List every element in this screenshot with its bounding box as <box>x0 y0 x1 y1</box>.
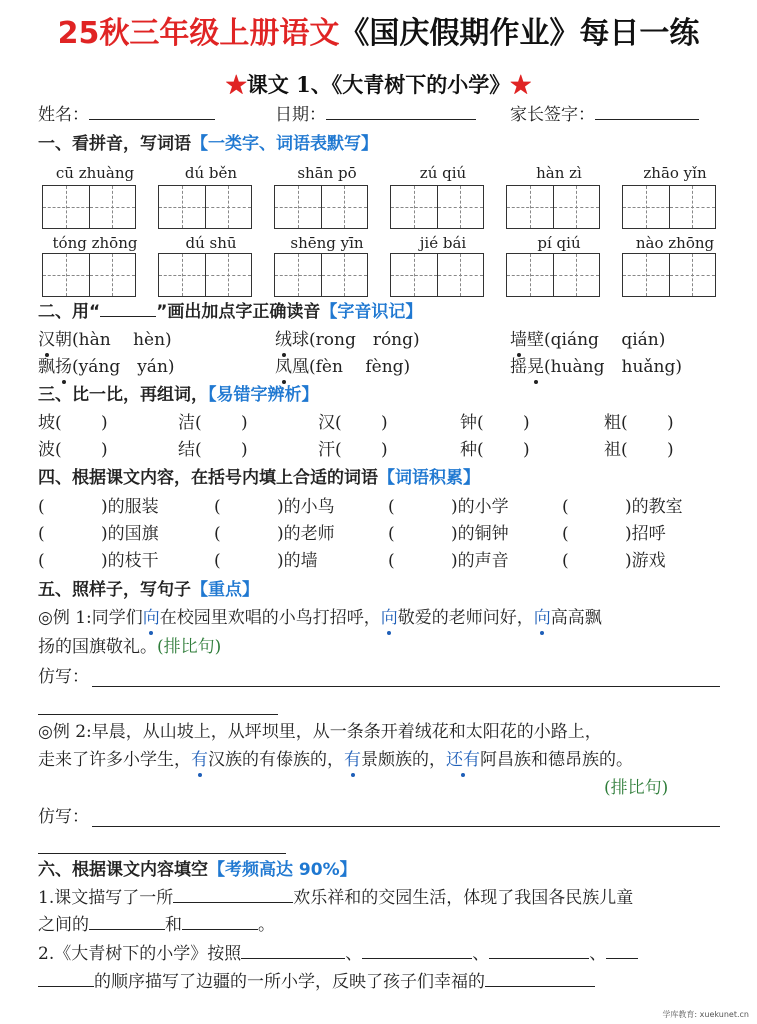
pinyin-label: cū zhuàng <box>55 164 135 182</box>
pinyin-label: hàn zì <box>536 164 582 182</box>
fill-item: ( )的服装 <box>38 497 159 517</box>
section6-heading: 六、根据课文内容填空【考频高达 90%】 <box>38 860 357 880</box>
q2-blank[interactable] <box>606 942 638 959</box>
pinyin-label: dú běn <box>184 164 238 182</box>
pinyin-label: zú qiú <box>419 164 467 182</box>
q1-blank[interactable] <box>89 913 165 930</box>
writing-grid[interactable] <box>42 253 136 297</box>
pinyin-label: zhāo yǐn <box>643 164 707 182</box>
pinyin-label: pí qiú <box>537 234 581 252</box>
section2-tag: 【字音识记】 <box>320 302 423 322</box>
q1-blank[interactable] <box>182 913 258 930</box>
writing-grid[interactable] <box>506 253 600 297</box>
writing-grid[interactable] <box>158 185 252 229</box>
section4-heading: 四、根据课文内容，在括号内填上合适的词语【词语积累】 <box>38 468 480 488</box>
pinyin-label: dú shū <box>185 234 237 252</box>
sign-field <box>510 103 699 127</box>
compare-item: 汗( ) <box>318 440 388 460</box>
fill-item: ( )的国旗 <box>38 524 159 544</box>
section1-heading: 一、看拼音，写词语【一类字、词语表默写】 <box>38 134 378 154</box>
compare-item: 粗( ) <box>604 413 674 433</box>
copy-line[interactable] <box>92 826 720 827</box>
pron-item: 摇晃(huàng huǎng) <box>510 357 682 377</box>
writing-grid[interactable] <box>274 185 368 229</box>
lesson-text: 课文 1、《大青树下的小学》 <box>246 72 511 97</box>
compare-item: 洁( ) <box>178 413 248 433</box>
section5-heading: 五、照样子，写句子【重点】 <box>38 580 259 600</box>
q2-blank[interactable] <box>485 970 595 987</box>
q1-line2: 之间的 和 。 <box>38 915 275 935</box>
fill-item: ( )的铜钟 <box>388 524 509 544</box>
compare-item: 祖( ) <box>604 440 674 460</box>
example2-line2: 走来了许多小学生，有汉族的有傣族的，有景颇族的，还有阿昌族和德昂族的。 <box>38 750 633 770</box>
q2-blank[interactable] <box>241 942 345 959</box>
pron-item: 汉朝(hàn hèn) <box>38 330 172 350</box>
compare-item: 结( ) <box>178 440 248 460</box>
lesson-title <box>0 70 757 100</box>
writing-grid[interactable] <box>158 253 252 297</box>
fill-item: ( )的教室 <box>562 497 683 517</box>
fill-item: ( )的枝干 <box>38 551 159 571</box>
q1-line1: 1.课文描写了一所 欢乐祥和的交园生活，体现了我国各民族儿童 <box>38 888 634 908</box>
section1-tag: 【一类字、词语表默写】 <box>191 134 378 154</box>
q2-blank[interactable] <box>362 942 472 959</box>
writing-grid[interactable] <box>390 185 484 229</box>
pinyin-label: nào zhōng <box>635 234 715 252</box>
q2-line1: 2.《大青树下的小学》按照 、 、 、 <box>38 942 638 966</box>
compare-item: 汉( ) <box>318 413 388 433</box>
example2-note: (排比句) <box>604 778 669 798</box>
example1-line1: ◎例 1:同学们向在校园里欢唱的小鸟打招呼，向敬爱的老师问好，向高高飘 <box>38 608 602 628</box>
section5-tag: 【重点】 <box>191 580 259 600</box>
q2-blank[interactable] <box>489 942 589 959</box>
sign-label: 家长签字： <box>510 105 595 125</box>
copy-label: 仿写： <box>38 807 89 827</box>
fill-item: ( )的老师 <box>214 524 335 544</box>
pinyin-label: shēng yīn <box>290 234 364 252</box>
pron-item: 绒球(rong róng) <box>275 330 420 350</box>
writing-grid[interactable] <box>274 253 368 297</box>
fill-item: ( )游戏 <box>562 551 666 571</box>
pron-item: 飘扬(yáng yán) <box>38 357 175 377</box>
writing-grid[interactable] <box>622 185 716 229</box>
name-label: 姓名： <box>38 105 89 125</box>
compare-item: 坡( ) <box>38 413 108 433</box>
pinyin-label: shān pō <box>297 164 357 182</box>
name-blank[interactable] <box>89 103 215 120</box>
date-label: 日期： <box>275 105 326 125</box>
example2-line1: ◎例 2:早晨，从山坡上，从坪坝里，从一条条开着绒花和太阳花的小路上， <box>38 722 602 742</box>
title-black: 《国庆假期作业》每日一练 <box>339 16 700 51</box>
q1-blank[interactable] <box>173 886 293 903</box>
q2-blank[interactable] <box>38 970 94 987</box>
example1-line2: 扬的国旗敬礼。(排比句) <box>38 637 222 657</box>
compare-item: 种( ) <box>460 440 530 460</box>
fill-item: ( )的墙 <box>214 551 318 571</box>
writing-grid[interactable] <box>42 185 136 229</box>
copy-label: 仿写： <box>38 667 89 687</box>
example1-note: (排比句) <box>157 637 222 657</box>
fill-item: ( )的小鸟 <box>214 497 335 517</box>
writing-grid[interactable] <box>390 253 484 297</box>
copy-line[interactable] <box>38 853 286 854</box>
name-field <box>38 103 215 127</box>
star-icon: ★ <box>225 72 247 97</box>
section4-tag: 【词语积累】 <box>378 468 480 488</box>
footer-watermark: 学库教育: xuekunet.cn <box>662 1010 749 1019</box>
title-red: 25秋三年级上册语文 <box>57 16 340 51</box>
date-blank[interactable] <box>326 103 476 120</box>
pron-item: 墙壁(qiáng qián) <box>510 330 666 350</box>
copy-line[interactable] <box>92 686 720 687</box>
sign-blank[interactable] <box>595 103 699 120</box>
writing-grid[interactable] <box>622 253 716 297</box>
date-field <box>275 103 476 127</box>
compare-item: 波( ) <box>38 440 108 460</box>
q2-line2: 的顺序描写了边疆的一所小学，反映了孩子们幸福的 <box>38 970 595 994</box>
fill-item: ( )的声音 <box>388 551 509 571</box>
section6-tag: 【考频高达 90%】 <box>208 860 357 880</box>
page-title <box>0 14 757 54</box>
section3-tag: 【易错字辨析】 <box>208 385 319 405</box>
star-icon: ★ <box>510 72 532 97</box>
pinyin-label: tóng zhōng <box>52 234 138 252</box>
writing-grid[interactable] <box>506 185 600 229</box>
fill-item: ( )的小学 <box>388 497 509 517</box>
section3-heading: 三、比一比，再组词，【易错字辨析】 <box>38 385 319 405</box>
fill-item: ( )招呼 <box>562 524 666 544</box>
compare-item: 钟( ) <box>460 413 530 433</box>
pinyin-label: jié bái <box>419 234 467 252</box>
pron-item: 凤凰(fèn fèng) <box>275 357 411 377</box>
copy-line[interactable] <box>38 714 278 715</box>
section2-heading: 二、用“ ”画出加点字正确读音【字音识记】 <box>38 302 423 322</box>
